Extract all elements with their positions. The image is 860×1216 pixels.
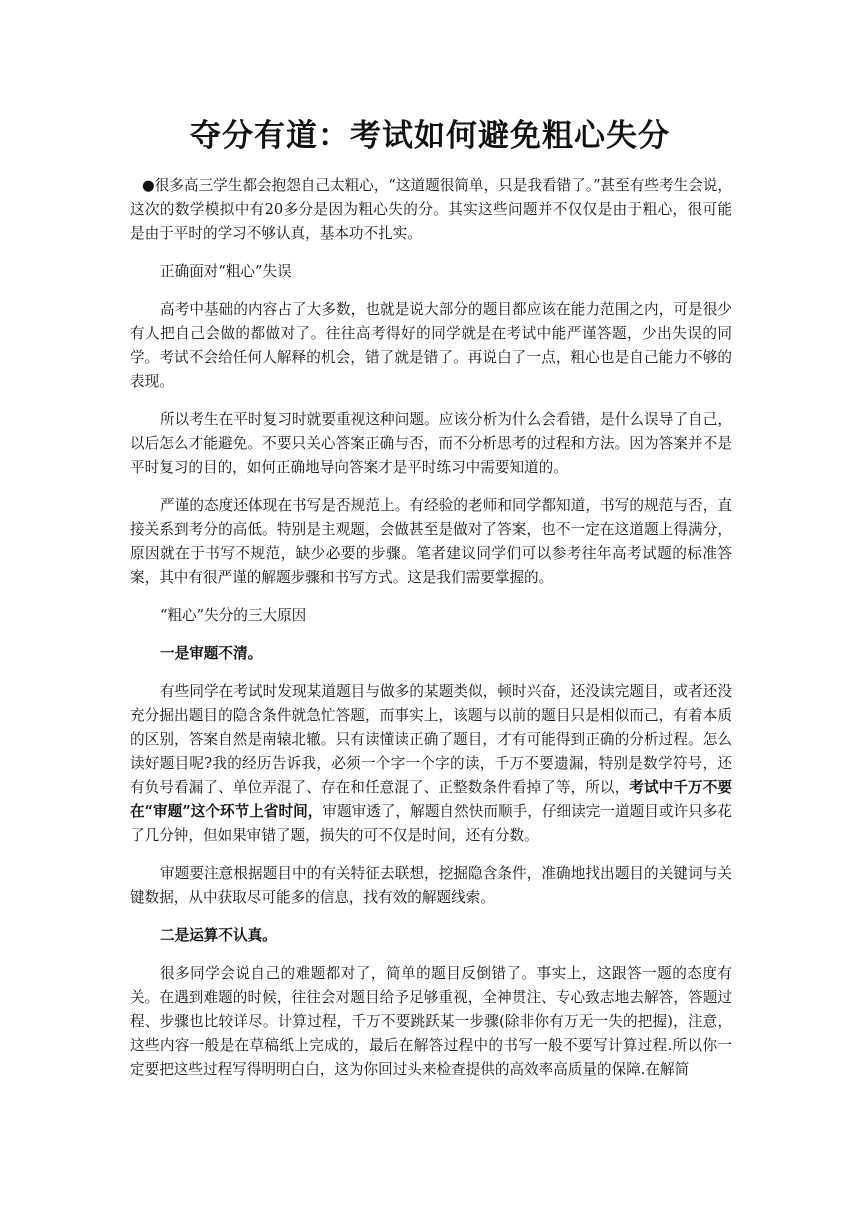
subheading — [130, 642, 732, 666]
paragraph: 很多同学会说自己的难题都对了，简单的题目反倒错了。事实上，这跟答一题的态度有关。在遇到难题的时候，往往会对题目给予足够重视，全神贯注、专心致志地去解答，答题过程、步骤也比较详尽。计算过程，千万不要跳跃某一步骤(除非你有万无一失的把握)，注意，这些内容一般是在草稿纸上完成的，最后在解答过程中的书写一般不要写计算过程.所以你一定要把这些过程写得明明白白，这为你回过头来检查提供的高效率高质量的保障.在解简 — [130, 965, 732, 1078]
intro-paragraph: ●很多高三学生都会抱怨自己太粗心，“这道题很简单，只是我看错了。”甚至有些考生会说，这次的数学模拟中有20多分是因为粗心失的分。其实这些问题并不仅仅是由于粗心，很可能是由于平时的学习不够认真，基本功不扎实。 — [130, 177, 732, 242]
subheading-text: 一是审题不清。 — [160, 645, 263, 662]
paragraph: 严谨的态度还体现在书写是否规范上。有经验的老师和同学都知道，书写的规范与否，直接关系到考分的高低。特别是主观题，会做甚至是做对了答案，也不一定在这道题上得满分，原因就在于书写不规范，缺少必要的步骤。笔者建议同学们可以参考往年高考试题的标准答案，其中有很严谨的解题步骤和书写方式。这是我们需要掌握的。 — [130, 497, 732, 586]
paragraph: 高考中基础的内容占了大多数，也就是说大部分的题目都应该在能力范围之内，可是很少有人把自己会做的都做对了。往往高考得好的同学就是在考试中能严谨答题，少出失误的同学。考试不会给任何人解释的机会，错了就是错了。再说白了一点，粗心也是自己能力不够的表现。 — [130, 301, 732, 390]
article-body — [130, 174, 732, 1096]
subheading — [130, 924, 732, 948]
paragraph — [130, 680, 732, 848]
subheading-text: 二是运算不认真。 — [160, 927, 277, 944]
paragraph-text: 有些同学在考试时发现某道题目与做多的某题类似，顿时兴奋，还没读完题目，或者还没充分掘出题目的隐含条件就急忙答题，而事实上，该题与以前的题目只是相似而己，有着本质的区别，答案自然是南辕北辙。只有读懂读正确了题目，才有可能得到正确的分析过程。怎么读好题目呢?我的经历告诉我，必须一个字一个字的读，千万不要遗漏，特别是数学符号，还有负号看漏了、单位弄混了、存在和任意混了、正整数条件看掉了等，所以， — [130, 683, 732, 796]
paragraph-text: 审题审透了，解题自然快而顺手，仔细读完一道题目或许只多花了几分钟，但如果审错了题，损失的可不仅是时间，还有分数。 — [130, 803, 732, 844]
paragraph: 所以考生在平时复习时就要重视这种问题。应该分析为什么会看错，是什么误导了自己，以后怎么才能避免。不要只关心答案正确与否，而不分析思考的过程和方法。因为答案并不是平时复习的目的，如何正确地导向答案才是平时练习中需要知道的。 — [130, 411, 732, 476]
page-title: 夺分有道：考试如何避免粗心失分 — [190, 118, 670, 154]
paragraph: 审题要注意根据题目中的有关特征去联想，挖掘隐含条件，准确地找出题目的关键词与关键数据，从中获取尽可能多的信息，找有效的解题线索。 — [130, 865, 732, 906]
section-heading: 正确面对“粗心”失误 — [160, 263, 292, 280]
emphasis-text: 考试中千万不要在“审题”这个环节上省时间， — [130, 779, 732, 820]
section-heading: “粗心”失分的三大原因 — [160, 607, 307, 624]
